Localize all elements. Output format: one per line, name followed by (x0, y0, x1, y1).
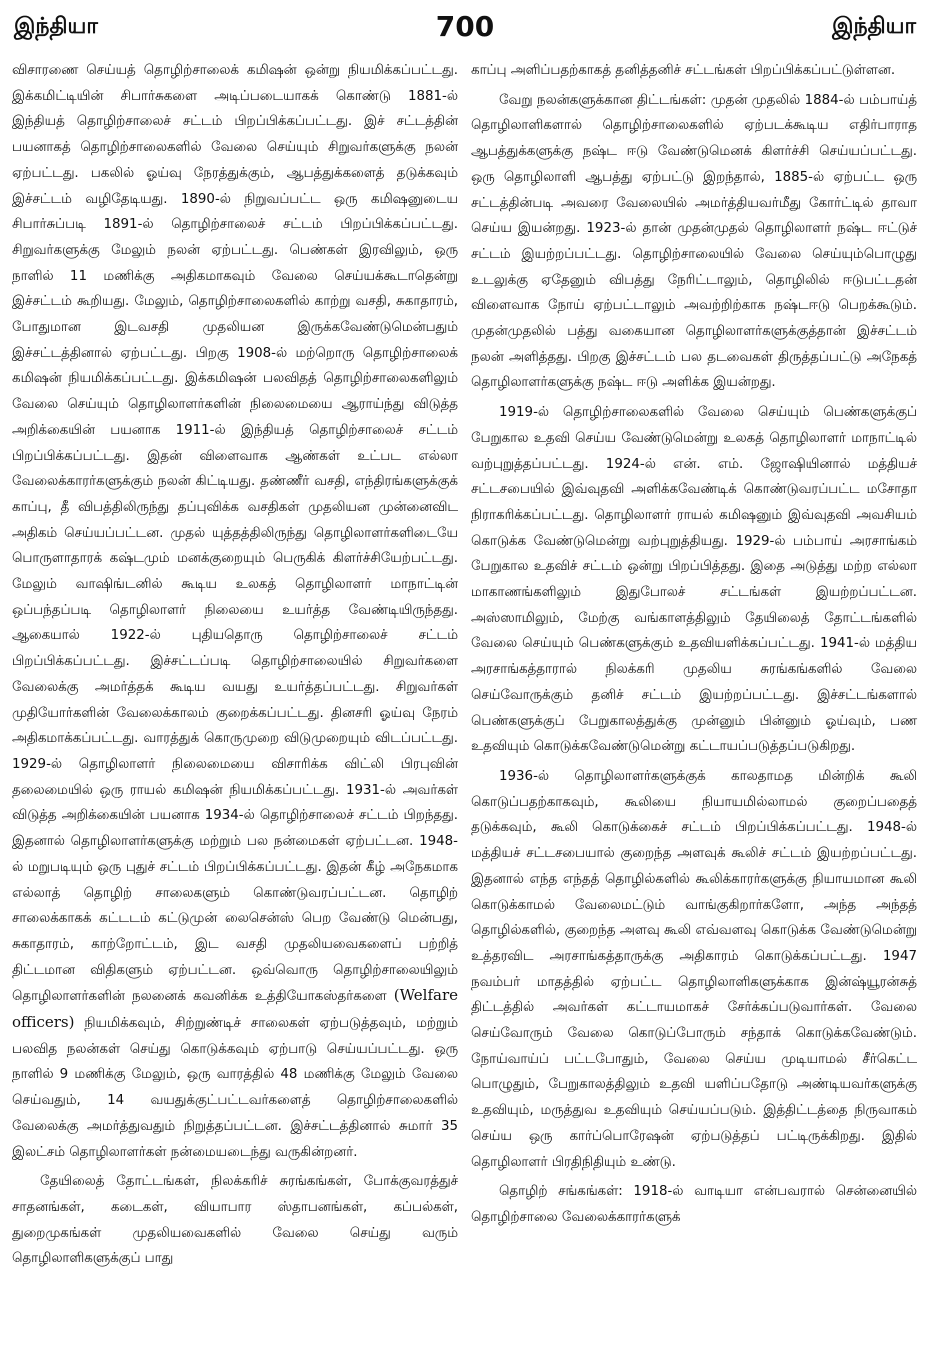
paragraph: 1919-ல் தொழிற்சாலைகளில் வேலை செய்யும் பெண்களுக்குப் பேறுகால உதவி செய்ய வேண்டுமென்று உலகத் தொழிலாளர் மாநாட்டில் வற்புறுத்தப்பட்டது. 1924-ல் என். எம். ஜோஷியினால் மத்தியச் சட்டசபையில் இவ்வுதவி அளிக்கவேண்டிக் கொண்டுவரப்பட்ட மசோதா நிராகரிக்கப்பட்டது. தொழிலாளர் ராயல் கமிஷனும் இவ்வுதவி அவசியம் கொடுக்க வேண்டுமென்று வற்புறுத்தியது. 1929-ல் பம்பாய் அரசாங்கம் பேறுகால உதவிச் சட்டம் ஒன்று பிறப்பித்தது. இதை அடுத்து மற்ற எல்லா மாகாணங்களிலும் இதுபோலச் சட்டங்கள் இயற்றப்பட்டன. அஸ்ஸாமிலும், மேற்கு வங்காளத்திலும் தேயிலைத் தோட்டங்களில் வேலை செய்யும் பெண்களுக்கும் உதவியளிக்கப்பட்டது. 1941-ல் மத்திய அரசாங்கத்தாரால் நிலக்கரி முதலிய சுரங்கங்களில் வேலை செய்வோருக்கும் தனிச் சட்டம் இயற்றப்பட்டது. இச்சட்டங்களால் பெண்களுக்குப் பேறுகாலத்துக்கு முன்னும் பின்னும் ஓய்வும், பண உதவியும் கொடுக்கவேண்டுமென்று கட்டாயப்படுத்தப்படுகிறது. (471, 405, 917, 755)
paragraph: வேறு நலன்களுக்கான திட்டங்கள்: முதன் முதலில் 1884-ல் பம்பாய்த் தொழிலாளிகளால் தொழிற்சாலைகளில் ஏற்படக்கூடிய எதிர்பாராத ஆபத்துக்களுக்கு நஷ்ட ஈடு வேண்டுமெனக் கிளர்ச்சி செய்யப்பட்டது. ஒரு தொழிலாளி ஆபத்து ஏற்பட்டு இறந்தால், 1885-ல் ஏற்பட்ட ஒரு சட்டத்தின்படி அவரை வேலையில் அமர்த்தியவர்மீது கோர்ட்டில் தாவா செய்ய இயன்றது. 1923-ல் தான் முதன்முதல் தொழிலாளர் நஷ்ட ஈட்டுச் சட்டம் இயற்றப்பட்டது. தொழிற்சாலையில் வேலை செய்யும்பொழுது உடலுக்கு ஏதேனும் விபத்து நேரிட்டாலும், தொழிலில் ஈடுபட்டதன் விளைவாக நோய் ஏற்பட்டாலும் அவற்றிற்காக நஷ்டஈடு பெறக்கூடும். முதன்முதலில் பத்து வகையான தொழிலாளர்களுக்குத்தான் இச்சட்டம் நலன் அளித்தது. பிறகு இச்சட்டம் பல தடவைகள் திருத்தப்பட்டு அநேகத் தொழிலாளர்களுக்கு நஷ்ட ஈடு அளிக்க இயன்றது. (471, 92, 917, 391)
left-column (12, 58, 458, 1272)
english-term: (Welfare officers) (12, 986, 458, 1032)
paragraph (12, 58, 458, 1165)
paragraph-text: நியமிக்கவும், சிற்றுண்டிச் சாலைகள் ஏற்படுத்தவும், மற்றும் பலவித நலன்கள் செய்து கொடுக்கவும் ஏற்பாடு செய்யப்பட்டது. ஒரு நாளில் 9 மணிக்கு மேலும், ஒரு வாரத்தில் 48 மணிக்கு மேலும் வேலை செய்வதும், 14 வயதுக்குட்பட்டவர்களைத் தொழிற்சாலைகளில் வேலைக்கு அமர்த்துவதும் நிறுத்தப்பட்டன. இச்சட்டத்தினால் சுமார் 35 இலட்சம் தொழிலாளர்கள் நன்மையடைந்து வருகின்றனர். (12, 1016, 458, 1160)
running-title-right: இந்தியா (832, 14, 916, 39)
paragraph: தொழிற் சங்கங்கள்: 1918-ல் வாடியா என்பவரால் சென்னையில் தொழிற்சாலை வேலைக்காரர்களுக் (471, 1184, 917, 1225)
page-header (0, 0, 930, 56)
paragraph: காப்பு அளிப்பதற்காகத் தனித்தனிச் சட்டங்கள் பிறப்பிக்கப்பட்டுள்ளன. (471, 63, 896, 78)
paragraph: 1936-ல் தொழிலாளர்களுக்குக் காலதாமத மின்றிக் கூலி கொடுப்பதற்காகவும், கூலியை நியாயமில்லாமல் குறைப்பதைத் தடுக்கவும், கூலி கொடுக்கைச் சட்டம் பிறப்பிக்கப்பட்டது. 1948-ல் மத்தியச் சட்டசபையால் குறைந்த அளவுக் கூலிச் சட்டம் இயற்றப்பட்டது. இதனால் எந்த எந்தத் தொழில்களில் கூலிக்காரர்களுக்கு நியாயமான கூலி கொடுக்காமல் வேலைமட்டும் வாங்குகிறார்களோ, அந்த அந்தத் தொழில்களில், குறைந்த அளவு கூலி எவ்வளவு கொடுக்க வேண்டுமென்று உத்தரவிட அரசாங்கத்தாருக்கு அதிகாரம் கொடுக்கப்பட்டது. 1947 நவம்பர் மாதத்தில் ஏற்பட்ட தொழிலாளிகளுக்காக இன்ஷ்யூரன்சுத் திட்டத்தில் அவர்கள் கட்டாயமாகச் சேர்க்கப்படுவார்கள். வேலை செய்வோரும் வேலை கொடுப்போரும் சந்தாக் கொடுக்கவேண்டும். நோய்வாய்ப் பட்டபோதும், வேலை செய்ய முடியாமல் சீர்கெட்ட பொழுதும், பேறுகாலத்திலும் உதவி யளிப்பதோடு அண்டியவர்களுக்கு உதவியும், மருத்துவ உதவியும் செய்யப்படும். இத்திட்டத்தை நிருவாகம் செய்ய ஒரு கார்ப்பொரேஷன் ஏற்படுத்தப் பட்டிருக்கிறது. இதில் தொழிலாளர் பிரதிநிதியும் உண்டு. (471, 768, 917, 1170)
paragraph: தேயிலைத் தோட்டங்கள், நிலக்கரிச் சுரங்கங்கள், போக்குவரத்துச் சாதனங்கள், கடைகள், வியாபார ஸ்தாபனங்கள், கப்பல்கள், துறைமுகங்கள் முதலியவைகளில் வேலை செய்து வரும் தொழிலாளிகளுக்குப் பாது (12, 1174, 458, 1267)
page-number: 700 (435, 10, 495, 43)
right-column (471, 58, 917, 1231)
running-title-left: இந்தியா (14, 14, 98, 39)
paragraph-text: விசாரணை செய்யத் தொழிற்சாலைக் கமிஷன் ஒன்று நியமிக்கப்பட்டது. இக்கமிட்டியின் சிபார்சுகளை அடிப்படையாகக் கொண்டு 1881-ல் இந்தியத் தொழிற்சாலைச் சட்டம் பிறப்பிக்கப்பட்டது. இச் சட்டத்தின் பயனாகத் தொழிற்சாலைகளில் வேலை செய்யும் சிறுவர்களுக்கு நலன் ஏற்பட்டது. பகலில் ஓய்வு நேரத்துக்கும், ஆபத்துக்களைத் தடுக்கவும் இச்சட்டம் வழிதேடியது. 1890-ல் நிறுவப்பட்ட ஒரு கமிஷனுடைய சிபார்சுப்படி 1891-ல் தொழிற்சாலைச் சட்டம் பிறப்பிக்கப்பட்டது. சிறுவர்களுக்கு மேலும் நலன் ஏற்பட்டது. பெண்கள் இரவிலும், ஒரு நாளில் 11 மணிக்கு அதிகமாகவும் வேலை செய்யக்கூடாதென்று இச்சட்டம் கூறியது. மேலும், தொழிற்சாலைகளில் காற்று வசதி, சுகாதாரம், போதுமான இடவசதி முதலியன இருக்கவேண்டுமென்பதும் இச்சட்டத்தினால் ஏற்பட்டது. பிறகு 1908-ல் மற்றொரு தொழிற்சாலைக் கமிஷன் நியமிக்கப்பட்டது. இக்கமிஷன் பலவிதத் தொழிற்சாலைகளிலும் வேலை செய்யும் தொழிலாளர்களின் நிலைமையை ஆராய்ந்து விடுத்த அறிக்கையின் பயனாக 1911-ல் இந்தியத் தொழிற்சாலைச் சட்டம் பிறப்பிக்கப்பட்டது. இதன் விளைவாக ஆண்கள் உட்பட எல்லா வேலைக்காரர்களுக்கும் நலன் கிட்டியது. தண்ணீர் வசதி, எந்திரங்களுக்குக் காப்பு, தீ விபத்திலிருந்து தப்புவிக்க வசதிகள் முதலியன முன்னைவிட அதிகம் செய்யப்பட்டன. முதல் யுத்தத்திலிருந்து தொழிலாளர்களிடையே பொருளாதாரக் கஷ்டமும் மனக்குறையும் பெருகிக் கிளர்ச்சியேற்பட்டது. மேலும் வாஷிங்டனில் கூடிய உலகத் தொழிலாளர் மாநாட்டின் ஒப்பந்தப்படி தொழிலாளர் நிலையை உயர்த்த வேண்டியிருந்தது. ஆகையால் 1922-ல் புதியதொரு தொழிற்சாலைச் சட்டம் பிறப்பிக்கப்பட்டது. இச்சட்டப்படி தொழிற்சாலையில் சிறுவர்களை வேலைக்கு அமர்த்தக் கூடிய வயது உயர்த்தப்பட்டது. சிறுவர்கள் முதியோர்களின் வேலைக்காலம் குறைக்கப்பட்டது. தினசரி ஓய்வு நேரம் அதிகமாக்கப்பட்டது. வாரத்துக் கொருமுறை விடுமுறையும் விடப்பட்டது. 1929-ல் தொழிலாளர் நிலைமையை விசாரிக்க விட்லி பிரபுவின் தலைமையில் ஒரு ராயல் கமிஷன் நியமிக்கப்பட்டது. 1931-ல் அவர்கள் விடுத்த அறிக்கையின் பயனாக 1934-ல் தொழிற்சாலைச் சட்டம் பிறந்தது. இதனால் தொழிலாளர்களுக்கு மற்றும் பல நன்மைகள் ஏற்பட்டன. 1948-ல் மறுபடியும் ஒரு புதுச் சட்டம் பிறப்பிக்கப்பட்டது. இதன் கீழ் அநேகமாக எல்லாத் தொழிற் சாலைகளும் கொண்டுவரப்பட்டன. தொழிற் சாலைக்காகக் கட்டடம் கட்டுமுன் லைசென்ஸ் பெற வேண்டு மென்பது, சுகாதாரம், காற்றோட்டம், இட வசதி முதலியவைகளைப் பற்றித் திட்டமான விதிகளும் ஏற்பட்டன. ஒவ்வொரு தொழிற்சாலையிலும் தொழிலாளர்களின் நலனைக் கவனிக்க உத்தியோகஸ்தர்களை (12, 63, 458, 1005)
